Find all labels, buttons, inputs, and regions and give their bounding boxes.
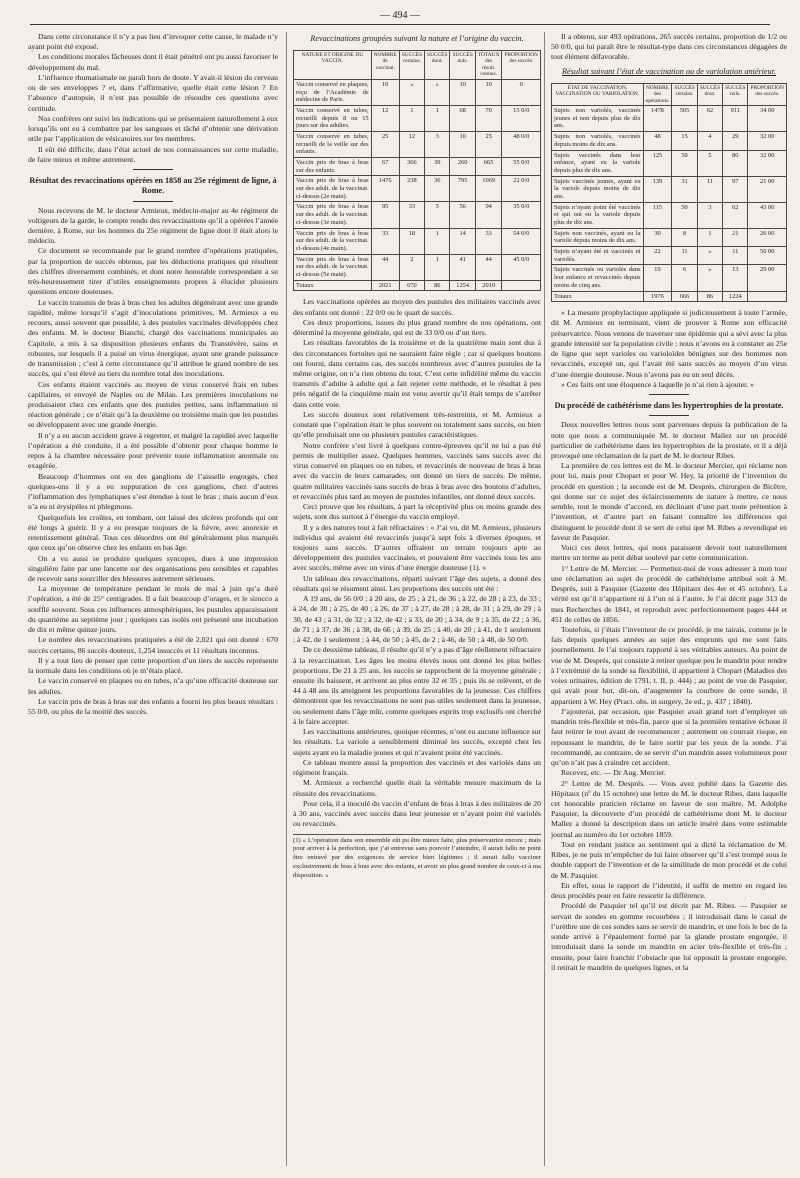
- table-cell: 366: [399, 158, 424, 176]
- table-cell: 2021: [371, 280, 399, 291]
- paragraph: Nos confrères ont suivi les indications qui se présentaient naturellement à eux lorsqu’ils ont eu à combattre par les sangsues et tâché d’obtenir une dérivation utile par l’application de vésicatoires sur les membres.: [28, 113, 278, 144]
- table-cell: Vaccin pris de bras à bras sur des adult. de la vaccinat. ci-dessus (2e main).: [294, 176, 372, 202]
- paragraph: Le nombre des revaccinations pratiquées a été de 2,021 qui ont donné : 670 succès certains, 86 succès douteux, 1,254 insuccès et 11 résultats inconnus.: [28, 635, 278, 655]
- table-cell: »: [697, 265, 722, 291]
- table-cell: 115: [643, 202, 672, 228]
- table-cell: 22 0/0: [502, 176, 541, 202]
- paragraph: Notre confrère s’est livré à quelques contre-épreuves qu’il ne lui a pas été permis de multiplier assez. Quelques hommes, vaccinés sans succès avec du virus conservé en plaques ou en tubes, et revaccinés de nouveau de bras à bras avec du vaccin de leurs camarades, ont donné un tiers de succès. De même, quatre militaires vaccinés sans succès de bras à bras avec des boutons d’adultes, et revaccinés plus tard au moyen de pustules infantiles, ont donné deux succès.: [293, 440, 541, 501]
- paragraph: « La mesure prophylactique appliquée si judicieusement à toute l’armée, dit M. Armieux en terminant, vient de prouver à Rome son efficacité préservatrice. Nous venons de traverser une épidémie qui a sévi avec la plus grande intensité sur la population civile ; nous n’avons eu à constater au 25e de ligne que sept varioles ou varioloïdes bénignes sur des hommes non revaccinés, excepté un, qui l’avait été sans succès au moyen d’un virus d’une énergie douteuse. Nous n’avons pas eu un seul décès.: [551, 308, 787, 379]
- paragraph: Le vaccin transmis de bras à bras chez les adultes dégénérant avec une grande rapidité, même lorsqu’il s’agit d’inoculations primitives, M. Armieux a eu recours, aussi souvent que possible, à des pustules vaccinales développées chez des enfants. M. le docteur Bianchi, chargé des vaccinations municipales au Capitole, a mis à sa disposition plusieurs enfants du Transtévère, sains et robustes, sur lesquels il a puisé un virus énergique, ayant une grande puissance de transmission ; c’est à cette circonstance qu’il attribue le grand nombre de ses succès, qui s’est élevé au tiers du nombre total des inoculations.: [28, 297, 278, 379]
- table-row: [552, 106, 787, 132]
- footnote: (1) « L’opération dans son ensemble eût pu être mieux faite, plus préservatrice encore ; mais pour arriver à la perfection, que j’ai entrevue sans pouvoir l’atteindre, il aurait fallu ne point être entravé par des exigences de service bien légitimes ; il aurait fallu vacciner exclusivement de bras à bras avec des enfants, et avoir un plus grand nombre de ceux-ci à ma disposition. »: [293, 834, 541, 881]
- column-2: [286, 32, 541, 1166]
- table-cell: Sujets n’ayant point été vaccinés et qui ont eu la variole depuis plus de dix ans.: [552, 202, 644, 228]
- table-cell: Sujets non variolés, vaccinés depuis moins de dix ans.: [552, 132, 644, 150]
- table-cell: 5: [425, 202, 450, 228]
- table-cell: 33: [399, 202, 424, 228]
- table-cell: 1069: [475, 176, 502, 202]
- paragraph: Les résultats favorables de la troisième et de la quatrième main sont dus à des circonstances fortuites qui ne sauraient faire règle ; car si quelques boutons ont fourni, dans certains cas, des succès nombreux avec d’autres pustules de la même origine, on n’a rien obtenu du tout. C’est cette infidélité même du vaccin transmis d’adulte à adulte qui a fait rejeter cette méthode, et le résultat à peu près négatif de la cinquième main est venu avertir qu’il était temps de s’arrêter dans cette voie.: [293, 338, 541, 409]
- table-cell: 10: [475, 79, 502, 105]
- table-cell: 62: [723, 202, 748, 228]
- col3-body-1: [551, 308, 787, 390]
- table-cell: 12: [371, 105, 399, 131]
- table-cell: 68: [450, 105, 475, 131]
- table-cell: 8: [672, 228, 697, 246]
- column-3: [544, 32, 787, 1166]
- paragraph: On a vu aussi se produire quelques syncopes, dues à une impression singulière faite par une lancette sur des organisations peu sensibles et capables de recevoir sans sourciller des blessures autrement sérieuses.: [28, 553, 278, 583]
- table-total-row: [552, 291, 787, 302]
- table-cell: 5: [697, 150, 722, 176]
- table-cell: Totaux: [552, 291, 644, 302]
- table-cell: 666: [672, 291, 697, 302]
- paragraph: Le vaccin conservé en plaques ou en tubes, n’a qu’une efficacité douteuse sur les adultes.: [28, 676, 278, 696]
- paragraph: » Ces faits ont une éloquence à laquelle je n’ai rien à ajouter. »: [561, 379, 754, 389]
- table-cell: [748, 291, 787, 302]
- column-header: SUCCÈS certains.: [672, 83, 697, 105]
- table-row: [552, 247, 787, 265]
- table-cell: Sujets vaccinés ou variolés dans leur enfance et revaccinés depuis moins de cinq ans.: [552, 265, 644, 291]
- table-cell: 80: [723, 150, 748, 176]
- table-cell: 19: [643, 265, 672, 291]
- table-row: [552, 132, 787, 150]
- table-row: [294, 131, 541, 157]
- table-cell: 21 00: [748, 176, 787, 202]
- table-cell: 1: [425, 228, 450, 254]
- paragraph: La moyenne de température pendant le mois de mai à juin qu’a duré l’opération, a été de 25° centigrades. Il a fait beaucoup d’orages, et le sirocco a soufflé souvent. Sous ces influences atmosphériques, les pustules apparaissaient du quatrième au septième jour ; quelques cas isolés ont présenté une incubation de dix et même quinze jours.: [28, 584, 278, 635]
- table-cell: 911: [723, 106, 748, 132]
- divider: [649, 394, 689, 395]
- revaccination-heading: Résultat des revaccinations opérées en 1858 au 25e régiment de ligne, à Rome.: [29, 176, 277, 196]
- table-cell: 260: [450, 158, 475, 176]
- paragraph: Ces deux proportions, issues du plus grand nombre de nos opérations, ont déterminé la moyenne générale, qui est de 33 0/0 ou d’un tiers.: [293, 317, 541, 338]
- table-cell: 33: [475, 228, 502, 254]
- column-header: NOMBRE de vaccinat.: [371, 50, 399, 79]
- table-cell: Vaccin pris de bras à bras sur des adult. de la vaccinat. ci-dessus (4e main).: [294, 228, 372, 254]
- column-1: [28, 32, 278, 1166]
- table-row: [294, 158, 541, 176]
- table-cell: 10: [450, 79, 475, 105]
- table-cell: 86: [425, 280, 450, 291]
- paragraph: Les succès douteux sont relativement très-restreints, et M. Armieux a constaté que l’opération était le plus souvent ou totalement sans succès, ou bien qu’elle produisait une ou plusieurs pustules caractéristiques.: [293, 409, 541, 440]
- paragraph: Il y a des natures tout à fait réfractaires : « J’ai vu, dit M. Armieux, plusieurs individus qui avaient été revaccinés jusqu’à sept fois à diverses époques, et toujours sans succès. D’autres offraient un terrain toujours apte au développement des pustules vaccinales, et pouvaient être vaccinés tous les ans avec succès, même avec un virus d’une énergie douteuse (1). »: [293, 522, 541, 573]
- column-header: TOTAUX des résult. connus.: [475, 50, 502, 79]
- table-cell: »: [425, 79, 450, 105]
- table-cell: 25: [475, 131, 502, 157]
- table-cell: 12: [399, 131, 424, 157]
- column-header: ÉTAT DE VACCINATION, VACCINATION OU VARIOLATION.: [552, 83, 644, 105]
- table-title-vaccination-state: Résultat suivant l’état de vaccination ou de variolation antérieur.: [562, 66, 776, 76]
- table-cell: 36: [425, 176, 450, 202]
- table-cell: Vaccin pris de bras à bras sur des adult. de la vaccinat. ci-dessus (5e main).: [294, 254, 372, 280]
- table-cell: 94: [475, 202, 502, 228]
- table-cell: 97: [723, 176, 748, 202]
- table-cell: 670: [399, 280, 424, 291]
- table-cell: 1224: [723, 291, 748, 302]
- table-cell: 29 00: [748, 265, 787, 291]
- paragraph: Quelquefois les croûtes, en tombant, ont laissé des ulcères profonds qui ont été longs à guérir. Il y a eu presque toujours de la fièvre, avec anorexie et retentissement général. Tous ces désordres ont été généralement plus marqués que ceux qu’on observe chez les enfants en bas âge.: [28, 512, 278, 553]
- paragraph: Ces enfants étaient vaccinés au moyen de virus conservé frais en tubes capillaires, et envoyé de Naples ou de Milan. Les premières inoculations ne produisaient chez ces enfants que des pustules petites, sans inflammation ni réaction générale ; ce n’était qu’à la deuxième ou troisième main que les pustules se développaient avec une grande énergie.: [28, 379, 278, 430]
- paragraph: La première de ces lettres est de M. le docteur Mercier, qui réclame non pour lui, mais pour Chopart et pour W. Hey, la priorité de l’invention du procédé en question ; la seconde est de M. Després, chirurgien de Bicêtre, qui donne sur ce sujet des éclaircissements de nature à mettre, ce nous semble, tout le monde d’accord, en déclinant d’une part toute prétention à l’invention, et d’autre part en faisant connaître les différences qui distinguent le procédé dont il se sert de celui que M. Ribes a revendiqué en faveur de Pasquier.: [551, 461, 787, 542]
- table-row: [294, 105, 541, 131]
- divider: [649, 415, 689, 416]
- table-cell: 62: [697, 106, 722, 132]
- table-cell: Sujets vaccinés dans leur enfance, ayant eu la variole depuis plus de dix ans.: [552, 150, 644, 176]
- page-number: — 494 —: [380, 10, 420, 21]
- column-header: NATURE ET ORIGINE DU VACCIN.: [294, 50, 372, 79]
- paragraph: Un tableau des revaccinations, réparti suivant l’âge des sujets, a donné des résultats qui se résument ainsi. Les proportions des succès ont été :: [293, 573, 541, 593]
- paragraph: 2° Lettre de M. Després. — Vous avez publié dans la Gazette des Hôpitaux (nº du 15 octobre) une lettre de M. le docteur Ribes, dans laquelle cet honorable praticien réclame en faveur de son maître, M. Adolphe Pasquier, la découverte d’un procédé de cathétérisme dont M. le docteur Mallez a donné la description dans un article inséré dans votre estimable journal au numéro du 1er octobre 1859.: [551, 778, 787, 839]
- table-cell: 795: [450, 176, 475, 202]
- table-total-row: [294, 280, 541, 291]
- paragraph: Voici ces deux lettres, qui nous paraissent devoir tout naturellement mettre un terme au petit débat soulevé par cette communication.: [551, 543, 787, 563]
- table-cell: Vaccin pris de bras à bras sur des adult. de la vaccinat. ci-dessus (3e main).: [294, 202, 372, 228]
- paragraph: A 19 ans, de 56 0/0 ; à 20 ans, de 25 ; à 21, de 36 ; à 22, de 28 ; à 23, de 33 ; à 24, de 30 ; à 25, de 40 ; à 26, de 37 ; à 27, de 28 ; à 28, de 31 ; à 29, de 29 ; à 30, de 43 ; à 31, de 32 ; à 32, de 42 ; à 33, de 20 ; à 34, de 9 ; à 35, de 22 ; à 36, de 71 ; à 37, de 36 ; à 38, de 66 ; à 39, de 25 ; à 40, de 20 ; à 41, de 1 seulement ; à 42, de 1 seulement ; à 44, de 50 ; à 45, de 2 ; à 46, de 50 ; à 48, de 50 0/0.: [293, 594, 541, 645]
- table-cell: 32 00: [748, 150, 787, 176]
- table-cell: 48: [643, 132, 672, 150]
- col1-body: [28, 206, 278, 718]
- table-cell: 0: [502, 79, 541, 105]
- table-cell: 29: [723, 132, 748, 150]
- paragraph: Nous recevons de M. le docteur Armieux, médecin-major au 4e régiment de voltigeurs de la garde, le compte rendu des revaccinations qu’il a opérées l’année dernière, à Rome, sur les hommes du 25e régiment de ligne dont il était alors le médecin.: [28, 205, 278, 246]
- vaccination-state-table: [551, 83, 787, 303]
- table-cell: 13: [723, 265, 748, 291]
- paragraph: Il n’y a eu aucun accident grave à regretter, et malgré la rapidité avec laquelle l’opération a été conduite, il a été possible d’obtenir pour chaque homme le repos à la chambre nécessaire pour prévenir toute inflammation anormale ou exagérée.: [28, 430, 278, 471]
- table-cell: 67: [371, 158, 399, 176]
- paragraph: J’ajouterai, par occasion, que Pasquier avait grand tort d’employer un mandrin très-flexible et très-fin, parce que si la première tentative échoue il faut retirer le tout avant de recommencer ; autrement on courrait risque, en repoussant le mandrin, de le faire sortir par les yeux de la sonde. J’ai recommandé, au contraire, de se servir d’un mandrin assez volumineux pour qu’on n’ait pas à craindre cet accident.: [551, 706, 787, 768]
- table-cell: 35 0/0: [502, 202, 541, 228]
- table-cell: »: [399, 79, 424, 105]
- paragraph: Dans cette circonstance il n’y a pas lieu d’invoquer cette cause, le malade n’y ayant point été exposé.: [28, 32, 278, 52]
- divider: [133, 201, 173, 202]
- table-cell: 1: [425, 254, 450, 280]
- table-row: [294, 79, 541, 105]
- paragraph: Procédé de Pasquier tel qu’il est décrit par M. Ribes. — Pasquier se servait de sondes en gomme recourbées ; il introduisait dans le canal de l’urèthre une de ces sondes sans se servir de mandrin, et une fois le bec de la sonde arrivé à l’épaulement formé par la glande prostate engorgée, il introduisait dans la sonde un mandrin en acier très-flexible et très-fin ; ensuite, pour faire franchir l’obstacle que lui opposait la prostate engorgée, il retirait le mandrin de quelques lignes, et la: [551, 901, 787, 972]
- table-cell: 43 00: [748, 202, 787, 228]
- column-header: SUCCÈS dout.: [425, 50, 450, 79]
- table-cell: 54 0/0: [502, 228, 541, 254]
- paragraph: Ceci prouve que les résultats, à part la réceptivité plus ou moins grande des sujets, sont dus surtout à l’énergie du vaccin employé.: [293, 502, 541, 522]
- paragraph: Tout en rendant justice au sentiment qui a dicté la réclamation de M. Ribes, je ne puis m’empêcher de lui faire observer qu’il s’est trompé sous le double rapport de l’invention et de la similitude de mon procédé et de celui de M. Pasquier.: [551, 839, 787, 880]
- table-cell: 10: [371, 79, 399, 105]
- table-cell: 55 0/0: [502, 158, 541, 176]
- table-title-vaccine-origin: Revaccinations groupées suivant la nature et l’origine du vaccin.: [310, 34, 524, 43]
- table-row: [294, 202, 541, 228]
- table-cell: 39: [425, 158, 450, 176]
- vaccine-origin-table: [293, 50, 541, 291]
- paragraph: Les vaccinations opérées au moyen des pustules des militaires vaccinés avec des enfants ont donné : 22 0/0 ou le quart de succès.: [293, 297, 541, 317]
- col2-body: [293, 297, 541, 829]
- header-rule: [30, 24, 770, 25]
- table-cell: Sujets non vaccinés, ayant eu la variole depuis moins de dix ans.: [552, 228, 644, 246]
- table-cell: 48 0/0: [502, 131, 541, 157]
- paragraph: De ce deuxième tableau, il résulte qu’il n’y a pas d’âge réellement réfractaire à la revaccination. Les âges les moins élevés nous ont donné les plus belles proportions. De 21 à 25 ans, les succès se rapprochent de la moyenne générale ; ensuite ils baissent, et arrivent au plus entre 32 et 35 ; puis ils se relèvent, et de 44 à 48 ans ils atteignent les proportions favorables de la jeunesse. Ces chiffres démontrent que les revaccinations ne sont pas utiles seulement dans la jeunesse, ou seulement dans l’âge mûr, comme quelques esprits trop exclusifs ont cherché à le faire accepter.: [293, 645, 541, 726]
- table-cell: 26 00: [748, 228, 787, 246]
- column-header: PROPORTION des succès.: [502, 50, 541, 79]
- column-header: SUCCÈS nuls.: [450, 50, 475, 79]
- column-header: NOMBRE des opérations.: [643, 83, 672, 105]
- paragraph: Les conditions morales fâcheuses dont il était pénétré ont pu aussi favoriser le développement du mal.: [28, 52, 278, 72]
- table-cell: 14: [450, 228, 475, 254]
- paragraph: Deux nouvelles lettres nous sont parvenues depuis la publication de la note que nous a communiquée M. le docteur Mallez sur un procédé particulier de cathétérisme dans les hypertrophies de la prostate, et il a déjà provoqué une réclamation de la part de M. le docteur Ribes.: [551, 420, 787, 461]
- table-cell: Vaccin pris de bras à bras sur des enfants.: [294, 158, 372, 176]
- table-cell: 21: [723, 228, 748, 246]
- table-cell: »: [697, 247, 722, 265]
- table-cell: 34 00: [748, 106, 787, 132]
- table-cell: 1: [697, 228, 722, 246]
- table-cell: Vaccin conservé en tubes, recueilli depuis 8 ou 15 jours sur des adultes.: [294, 105, 372, 131]
- table-row: [552, 228, 787, 246]
- paragraph: Beaucoup d’hommes ont eu des ganglions de l’aisselle engorgés, chez quelques-uns il y a eu suppuration de ces ganglions, chez d’autres l’inflammation des lymphatiques s’est étendue à tout le bras ; mais aucun d’eux n’a eu ni érysipèles ni phlegmons.: [28, 471, 278, 512]
- table-cell: 1254: [450, 280, 475, 291]
- paragraph: Le vaccin pris de bras à bras sur des enfants a fourni les plus beaux résultats : 55 0/0, ou plus de la moitié des succès.: [28, 696, 278, 717]
- table-cell: 11: [723, 247, 748, 265]
- table-cell: 11: [697, 176, 722, 202]
- table-cell: 22: [643, 247, 672, 265]
- table-cell: 86: [697, 291, 722, 302]
- paragraph: Recevez, etc. — Dr Aug. Mercier.: [561, 768, 666, 778]
- table-cell: 11: [672, 247, 697, 265]
- table-cell: 50: [672, 202, 697, 228]
- table-cell: 32 00: [748, 132, 787, 150]
- table-header-row: [552, 83, 787, 105]
- paragraph: Ce tableau montre aussi la proportion des vaccinés et des variolés dans un régiment français.: [293, 757, 541, 778]
- paragraph: M. Armieux a recherché quelle était la véritable mesure maximum de la réussite des revaccinations.: [293, 778, 541, 798]
- table-cell: 2: [399, 254, 424, 280]
- column-header: SUCCÈS nuls.: [723, 83, 748, 105]
- table-cell: 50: [672, 150, 697, 176]
- table-cell: 1: [425, 105, 450, 131]
- table-cell: 1976: [643, 291, 672, 302]
- col3-body-2: [551, 420, 787, 973]
- table-cell: 6: [672, 265, 697, 291]
- table-row: [552, 150, 787, 176]
- table-cell: 41: [450, 254, 475, 280]
- table-cell: 95: [371, 202, 399, 228]
- table-cell: 1478: [643, 106, 672, 132]
- table-cell: 18: [399, 228, 424, 254]
- table-cell: Vaccin conservé en plaques, reçu de l’Académie de médecine de Paris.: [294, 79, 372, 105]
- table-row: [294, 228, 541, 254]
- paragraph: L’influence rhumatismale ne paraît hors de doute. Y avait-il lésion du cerveau ou de ses enveloppes ? et, dans l’affirmative, quelle était cette lésion ? En l’absence d’autopsie, il n’est pas possible de résoudre ces questions avec certitude.: [28, 72, 278, 113]
- table-cell: 44: [475, 254, 502, 280]
- table-header-row: [294, 50, 541, 79]
- table-cell: Sujets non variolés, vaccinés jeunes et non depuis plus de dix ans.: [552, 106, 644, 132]
- table-cell: 139: [643, 176, 672, 202]
- column-header: SUCCÈS dout.: [697, 83, 722, 105]
- prostate-heading: Du procédé de cathétérisme dans les hypertrophies de la prostate.: [554, 401, 784, 411]
- table-cell: 238: [399, 176, 424, 202]
- column-header: PROPORTION des succès.: [748, 83, 787, 105]
- table-cell: Sujets n’ayant été ni vaccinés ni variolés.: [552, 247, 644, 265]
- col1-intro: [28, 32, 278, 165]
- paragraph: Les vaccinations antérieures, quoique récentes, n’ont eu aucune influence sur les résultats. La variole a sensiblement diminué les succès, excepté chez les sujets ayant eu la maladie jeunes et qui n’avaient point été vaccinés.: [293, 727, 541, 757]
- table-cell: 1476: [371, 176, 399, 202]
- paragraph: Ce document se recommande par le grand nombre d’opérations pratiquées, par la proportion de succès obtenus, par les déductions pratiques qui résultent des chiffres diversement combinés, et dont notre honorable correspondant a su très-heureusement tirer d’utiles enseignements propres à élucider plusieurs questions encore douteuses.: [28, 246, 278, 297]
- table-cell: 665: [475, 158, 502, 176]
- table-cell: 25: [371, 131, 399, 157]
- page-header: [30, 10, 770, 28]
- paragraph: Il eût été difficile, dans l’état actuel de nos connaissances sur cette maladie, de faire mieux et même autrement.: [28, 144, 278, 164]
- table-cell: 45 0/0: [502, 254, 541, 280]
- paragraph: Pour cela, il a inoculé du vaccin d’enfant de bras à bras à des militaires de 20 à 30 ans, vaccinés avec succès dans leur jeunesse et n’ayant point été variolés ou revaccinés.: [293, 798, 541, 829]
- table-cell: 15 0/0: [502, 105, 541, 131]
- table-row: [552, 202, 787, 228]
- table-cell: 15: [672, 132, 697, 150]
- table-cell: 70: [475, 105, 502, 131]
- table-cell: 1: [399, 105, 424, 131]
- paragraph: Il y a tout lieu de penser que cette proportion d’un tiers de succès représente la normale dans les conditions où je m’étais placé.: [28, 655, 278, 676]
- table-row: [294, 254, 541, 280]
- table-row: [294, 176, 541, 202]
- table-cell: 50 00: [748, 247, 787, 265]
- table-cell: Totaux: [294, 280, 372, 291]
- table-row: [552, 176, 787, 202]
- table-cell: 4: [697, 132, 722, 150]
- table-row: [552, 265, 787, 291]
- table-cell: [502, 280, 541, 291]
- table-cell: 31: [672, 176, 697, 202]
- table-cell: 10: [450, 131, 475, 157]
- table-cell: 505: [672, 106, 697, 132]
- paragraph: Toutefois, si j’étais l’inventeur de ce procédé, je me tairais, comme je le fais depuis quelques années au sujet des emprunts qui me sont faits journellement. Je l’ai toujours rapporté à ses véritables auteurs. Au point de vue de M. Després, qui consiste à retirer quelque peu le mandrin pour rendre à l’extrémité de la sonde sa flexibilité, il appartient à Chopart (Maladies des voies urinaires, édition de 1791, t. II, p. 444) ; au point de vue de Pasquier, qui avait pour but, dit-on, d’augmenter la courbure de cette sonde, il appartient à W. Hey (Pract. obs. in surgery, 2e ed., p. 437 ; 1840).: [551, 625, 787, 706]
- table-cell: 2010: [475, 280, 502, 291]
- table-cell: Sujets vaccinés jeunes, ayant eu la variole depuis moins de dix ans.: [552, 176, 644, 202]
- paragraph: En effet, sous le rapport de l’identité, il suffit de mettre en regard les deux procédés pour en faire ressortir la différence.: [551, 880, 787, 901]
- table-cell: 125: [643, 150, 672, 176]
- table-cell: 44: [371, 254, 399, 280]
- table-cell: 56: [450, 202, 475, 228]
- table-cell: 3: [697, 202, 722, 228]
- paragraph: 1° Lettre de M. Mercier. — Permettez-moi de vous adresser à mon tour une réclamation au sujet du procédé de cathétérisme attribué soit à M. Després, soit à Pasquier (Gazette des Hôpitaux des 4er et 45 octobre). La vérité est qu’il n’appartient ni à l’un ni à l’autre. Je l’ai décrit page 313 de mes Recherches de 1841, et reproduit avec perfectionnement pages 444 et 451 de celles de 1856.: [551, 563, 787, 624]
- divider: [133, 169, 173, 170]
- table-cell: 30: [643, 228, 672, 246]
- table-cell: Vaccin conservé en tubes, recueilli de la veille sur des enfants.: [294, 131, 372, 157]
- col3-intro: Il a obtenu, sur 493 opérations, 265 succès certains, proportion de 1/2 ou 50 0/0, qui lui paraît être le résultat-type dans ces circonstances dégagées de tout élément défavorable.: [551, 32, 787, 62]
- column-header: SUCCÈS certains.: [399, 50, 424, 79]
- table-cell: 33: [371, 228, 399, 254]
- table-cell: 3: [425, 131, 450, 157]
